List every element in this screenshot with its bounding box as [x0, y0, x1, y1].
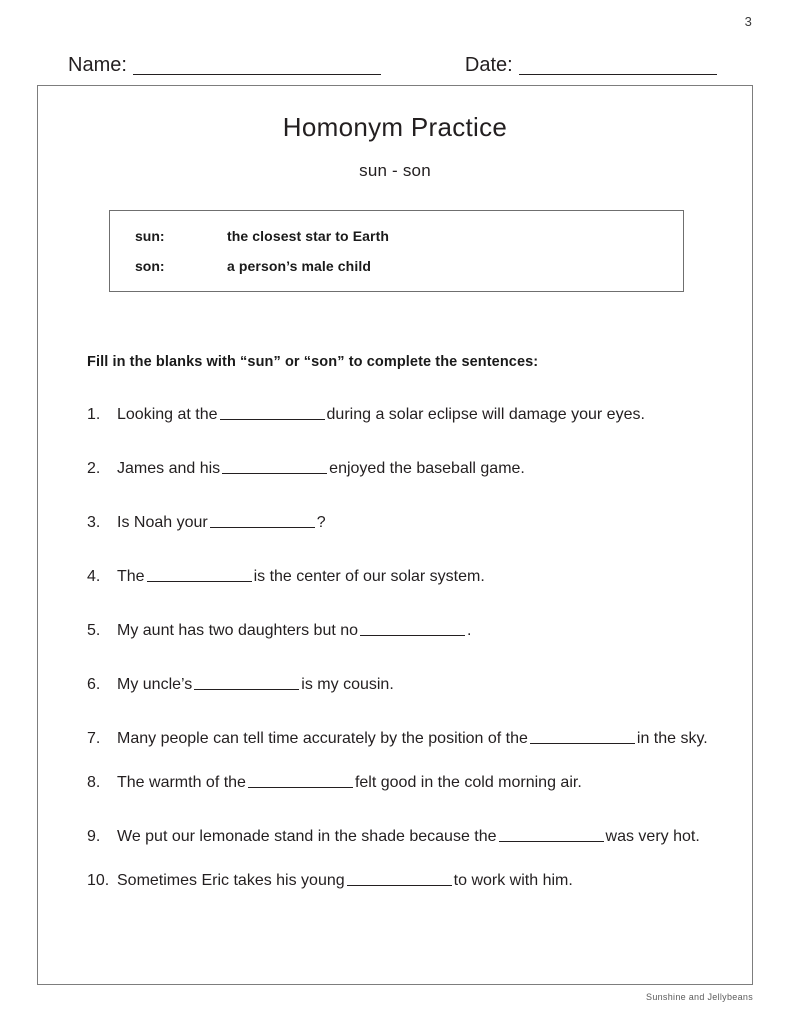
- question-text: [117, 772, 727, 793]
- date-write-line[interactable]: [519, 58, 717, 75]
- answer-blank[interactable]: [210, 514, 315, 528]
- question-text-before: Many people can tell time accurately by the position of the: [117, 730, 528, 747]
- question-text-before: Is Noah your: [117, 514, 208, 531]
- question-text-after: to work with him.: [453, 872, 573, 889]
- page-subtitle: sun - son: [359, 161, 431, 180]
- page-title: Homonym Practice: [282, 112, 508, 142]
- question-text: [117, 674, 727, 695]
- question-item: [87, 620, 727, 641]
- answer-blank[interactable]: [248, 774, 353, 788]
- question-text-before: James and his: [117, 460, 221, 477]
- question-item: [87, 674, 727, 695]
- question-number: 10.: [87, 872, 110, 889]
- question-item: [87, 512, 727, 533]
- question-text-before: My aunt has two daughters but no: [117, 622, 359, 639]
- question-number: 7.: [87, 730, 101, 747]
- question-text: [117, 728, 727, 749]
- date-label: Date:: [464, 54, 513, 76]
- answer-blank[interactable]: [347, 872, 452, 886]
- question-item: [87, 870, 727, 891]
- instruction-text: Fill in the blanks with “sun” or “son” to complete the sentences:: [87, 354, 539, 370]
- question-text: [117, 870, 727, 891]
- question-text-after: in the sky.: [636, 730, 708, 747]
- answer-blank[interactable]: [222, 460, 327, 474]
- question-text-after: is my cousin.: [301, 676, 394, 693]
- question-text-before: We put our lemonade stand in the shade because the: [117, 828, 497, 845]
- question-text-before: Sometimes Eric takes his young: [117, 872, 345, 889]
- question-number: 5.: [87, 622, 101, 639]
- date-field[interactable]: [465, 55, 717, 75]
- question-item: [87, 566, 727, 587]
- question-text: [117, 620, 727, 641]
- question-item: [87, 772, 727, 793]
- question-text: [117, 404, 727, 425]
- question-text: [117, 826, 727, 847]
- question-number: 2.: [87, 460, 101, 477]
- question-text-before: The: [117, 568, 145, 585]
- question-text-after: ?: [316, 514, 326, 531]
- question-list: [87, 404, 727, 924]
- question-number: 4.: [87, 568, 101, 585]
- answer-blank[interactable]: [499, 828, 604, 842]
- definition-meaning: a person’s male child: [227, 258, 371, 274]
- question-text-before: Looking at the: [117, 406, 218, 423]
- definition-box: [109, 210, 684, 292]
- answer-blank[interactable]: [530, 730, 635, 744]
- question-item: [87, 826, 727, 847]
- question-text-before: The warmth of the: [117, 774, 246, 791]
- question-item: [87, 404, 727, 425]
- answer-blank[interactable]: [360, 622, 465, 636]
- question-text: [117, 566, 727, 587]
- question-item: [87, 728, 727, 749]
- question-item: [87, 458, 727, 479]
- question-text-after: during a solar eclipse will damage your eyes.: [326, 406, 645, 423]
- definition-meaning: the closest star to Earth: [227, 228, 389, 244]
- question-number: 6.: [87, 676, 101, 693]
- definition-row: [135, 258, 683, 274]
- question-text: [117, 458, 727, 479]
- definition-term: son:: [135, 258, 165, 274]
- question-number: 9.: [87, 828, 101, 845]
- question-text-before: My uncle’s: [117, 676, 193, 693]
- student-info-row: [68, 47, 731, 75]
- question-text-after: felt good in the cold morning air.: [354, 774, 582, 791]
- question-text-after: .: [467, 622, 472, 639]
- name-field[interactable]: [68, 55, 381, 75]
- worksheet-frame: [37, 85, 753, 985]
- question-number: 8.: [87, 774, 101, 791]
- footer-credit: Sunshine and Jellybeans: [646, 992, 753, 1002]
- definition-row: [135, 228, 683, 244]
- answer-blank[interactable]: [220, 406, 325, 420]
- name-label: Name:: [68, 54, 127, 76]
- answer-blank[interactable]: [147, 568, 252, 582]
- question-text-after: was very hot.: [605, 828, 700, 845]
- definition-term: sun:: [135, 228, 165, 244]
- answer-blank[interactable]: [194, 676, 299, 690]
- page-number: 3: [744, 14, 752, 29]
- question-text: [117, 512, 727, 533]
- question-number: 3.: [87, 514, 101, 531]
- name-write-line[interactable]: [133, 58, 381, 75]
- question-text-after: enjoyed the baseball game.: [329, 460, 525, 477]
- question-text-after: is the center of our solar system.: [253, 568, 485, 585]
- question-number: 1.: [87, 406, 101, 423]
